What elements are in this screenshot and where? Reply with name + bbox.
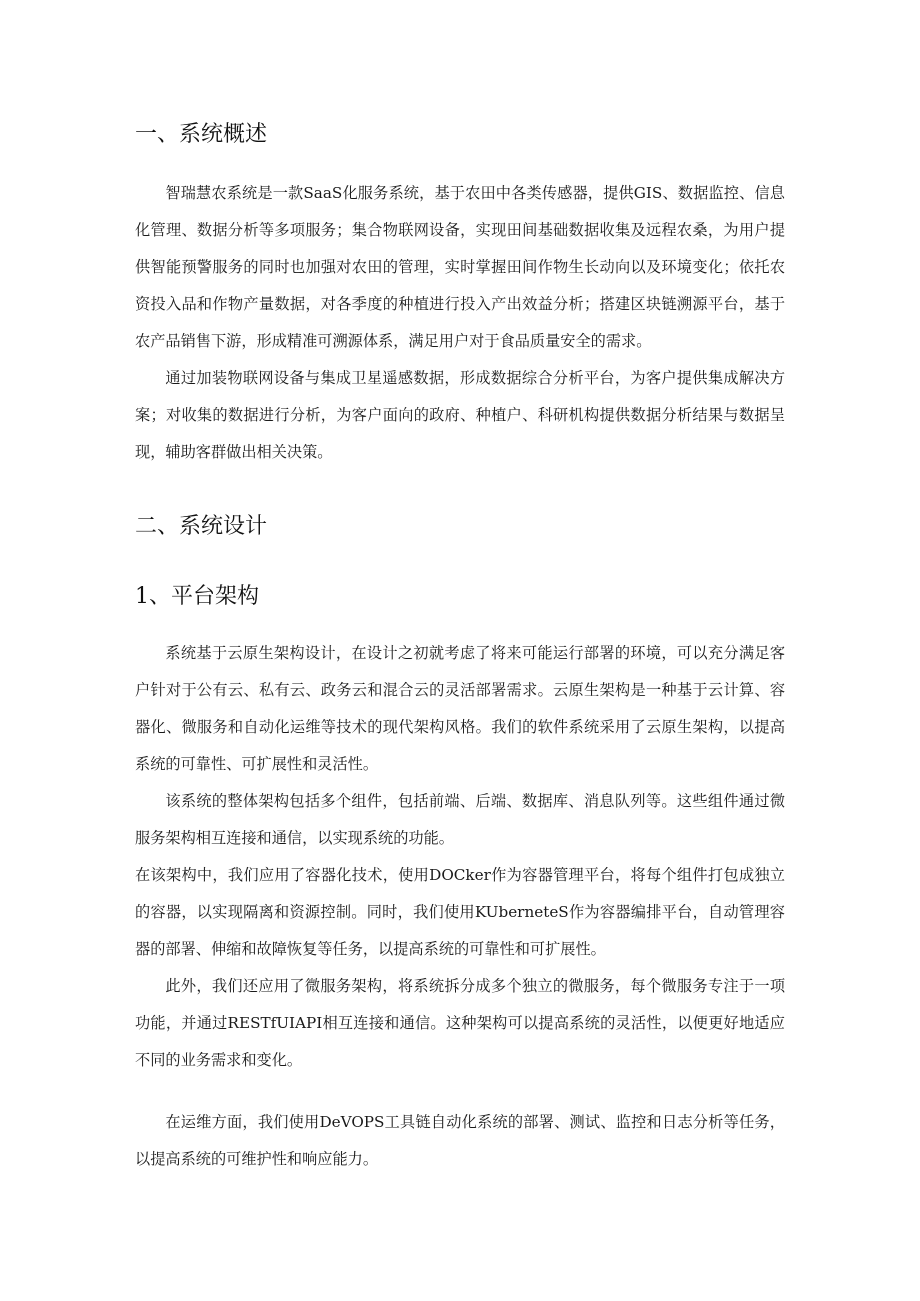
paragraph-architecture-1: 系统基于云原生架构设计，在设计之初就考虑了将来可能运行部署的环境，可以充分满足客户针对于公有云、私有云、政务云和混合云的灵活部署需求。云原生架构是一种基于云计算、容器化、微服务和自动化运维等技术的现代架构风格。我们的软件系统采用了云原生架构，以提高系统的可靠性、可扩展性和灵活性。 bbox=[135, 644, 785, 773]
section-heading-design: 二、系统设计 bbox=[135, 514, 268, 539]
subsection-heading-architecture: 1、平台架构 bbox=[135, 584, 259, 609]
paragraph-architecture-2: 该系统的整体架构包括多个组件，包括前端、后端、数据库、消息队列等。这些组件通过微服务架构相互连接和通信，以实现系统的功能。 bbox=[135, 792, 785, 847]
paragraph-overview-2: 通过加装物联网设备与集成卫星遥感数据，形成数据综合分析平台，为客户提供集成解决方案；对收集的数据进行分析，为客户面向的政府、种植户、科研机构提供数据分析结果与数据呈现，辅助客群做出相关决策。 bbox=[135, 369, 785, 461]
paragraph-architecture-4: 此外，我们还应用了微服务架构，将系统拆分成多个独立的微服务，每个微服务专注于一项功能，并通过RESTfUIAPI相互连接和通信。这种架构可以提高系统的灵活性，以便更好地适应不同的业务需求和变化。 bbox=[135, 977, 785, 1069]
document-content bbox=[135, 115, 785, 1178]
paragraph-overview-1: 智瑞慧农系统是一款SaaS化服务系统，基于农田中各类传感器，提供GIS、数据监控、信息化管理、数据分析等多项服务；集合物联网设备，实现田间基础数据收集及远程农桑，为用户提供智能预警服务的同时也加强对农田的管理，实时掌握田间作物生长动向以及环境变化；依托农资投入品和作物产量数据，对各季度的种植进行投入产出效益分析；搭建区块链溯源平台，基于农产品销售下游，形成精准可溯源体系，满足用户对于食品质量安全的需求。 bbox=[135, 184, 785, 350]
paragraph-architecture-3: 在该架构中，我们应用了容器化技术，使用DOCker作为容器管理平台，将每个组件打包成独立的容器，以实现隔离和资源控制。同时，我们使用KUberneteS作为容器编排平台，自动管理容器的部署、伸缩和故障恢复等任务，以提高系统的可靠性和可扩展性。 bbox=[135, 866, 785, 958]
paragraph-architecture-5: 在运维方面，我们使用DeVOPS工具链自动化系统的部署、测试、监控和日志分析等任务，以提高系统的可维护性和响应能力。 bbox=[135, 1113, 785, 1168]
section-heading-overview: 一、系统概述 bbox=[135, 122, 268, 147]
